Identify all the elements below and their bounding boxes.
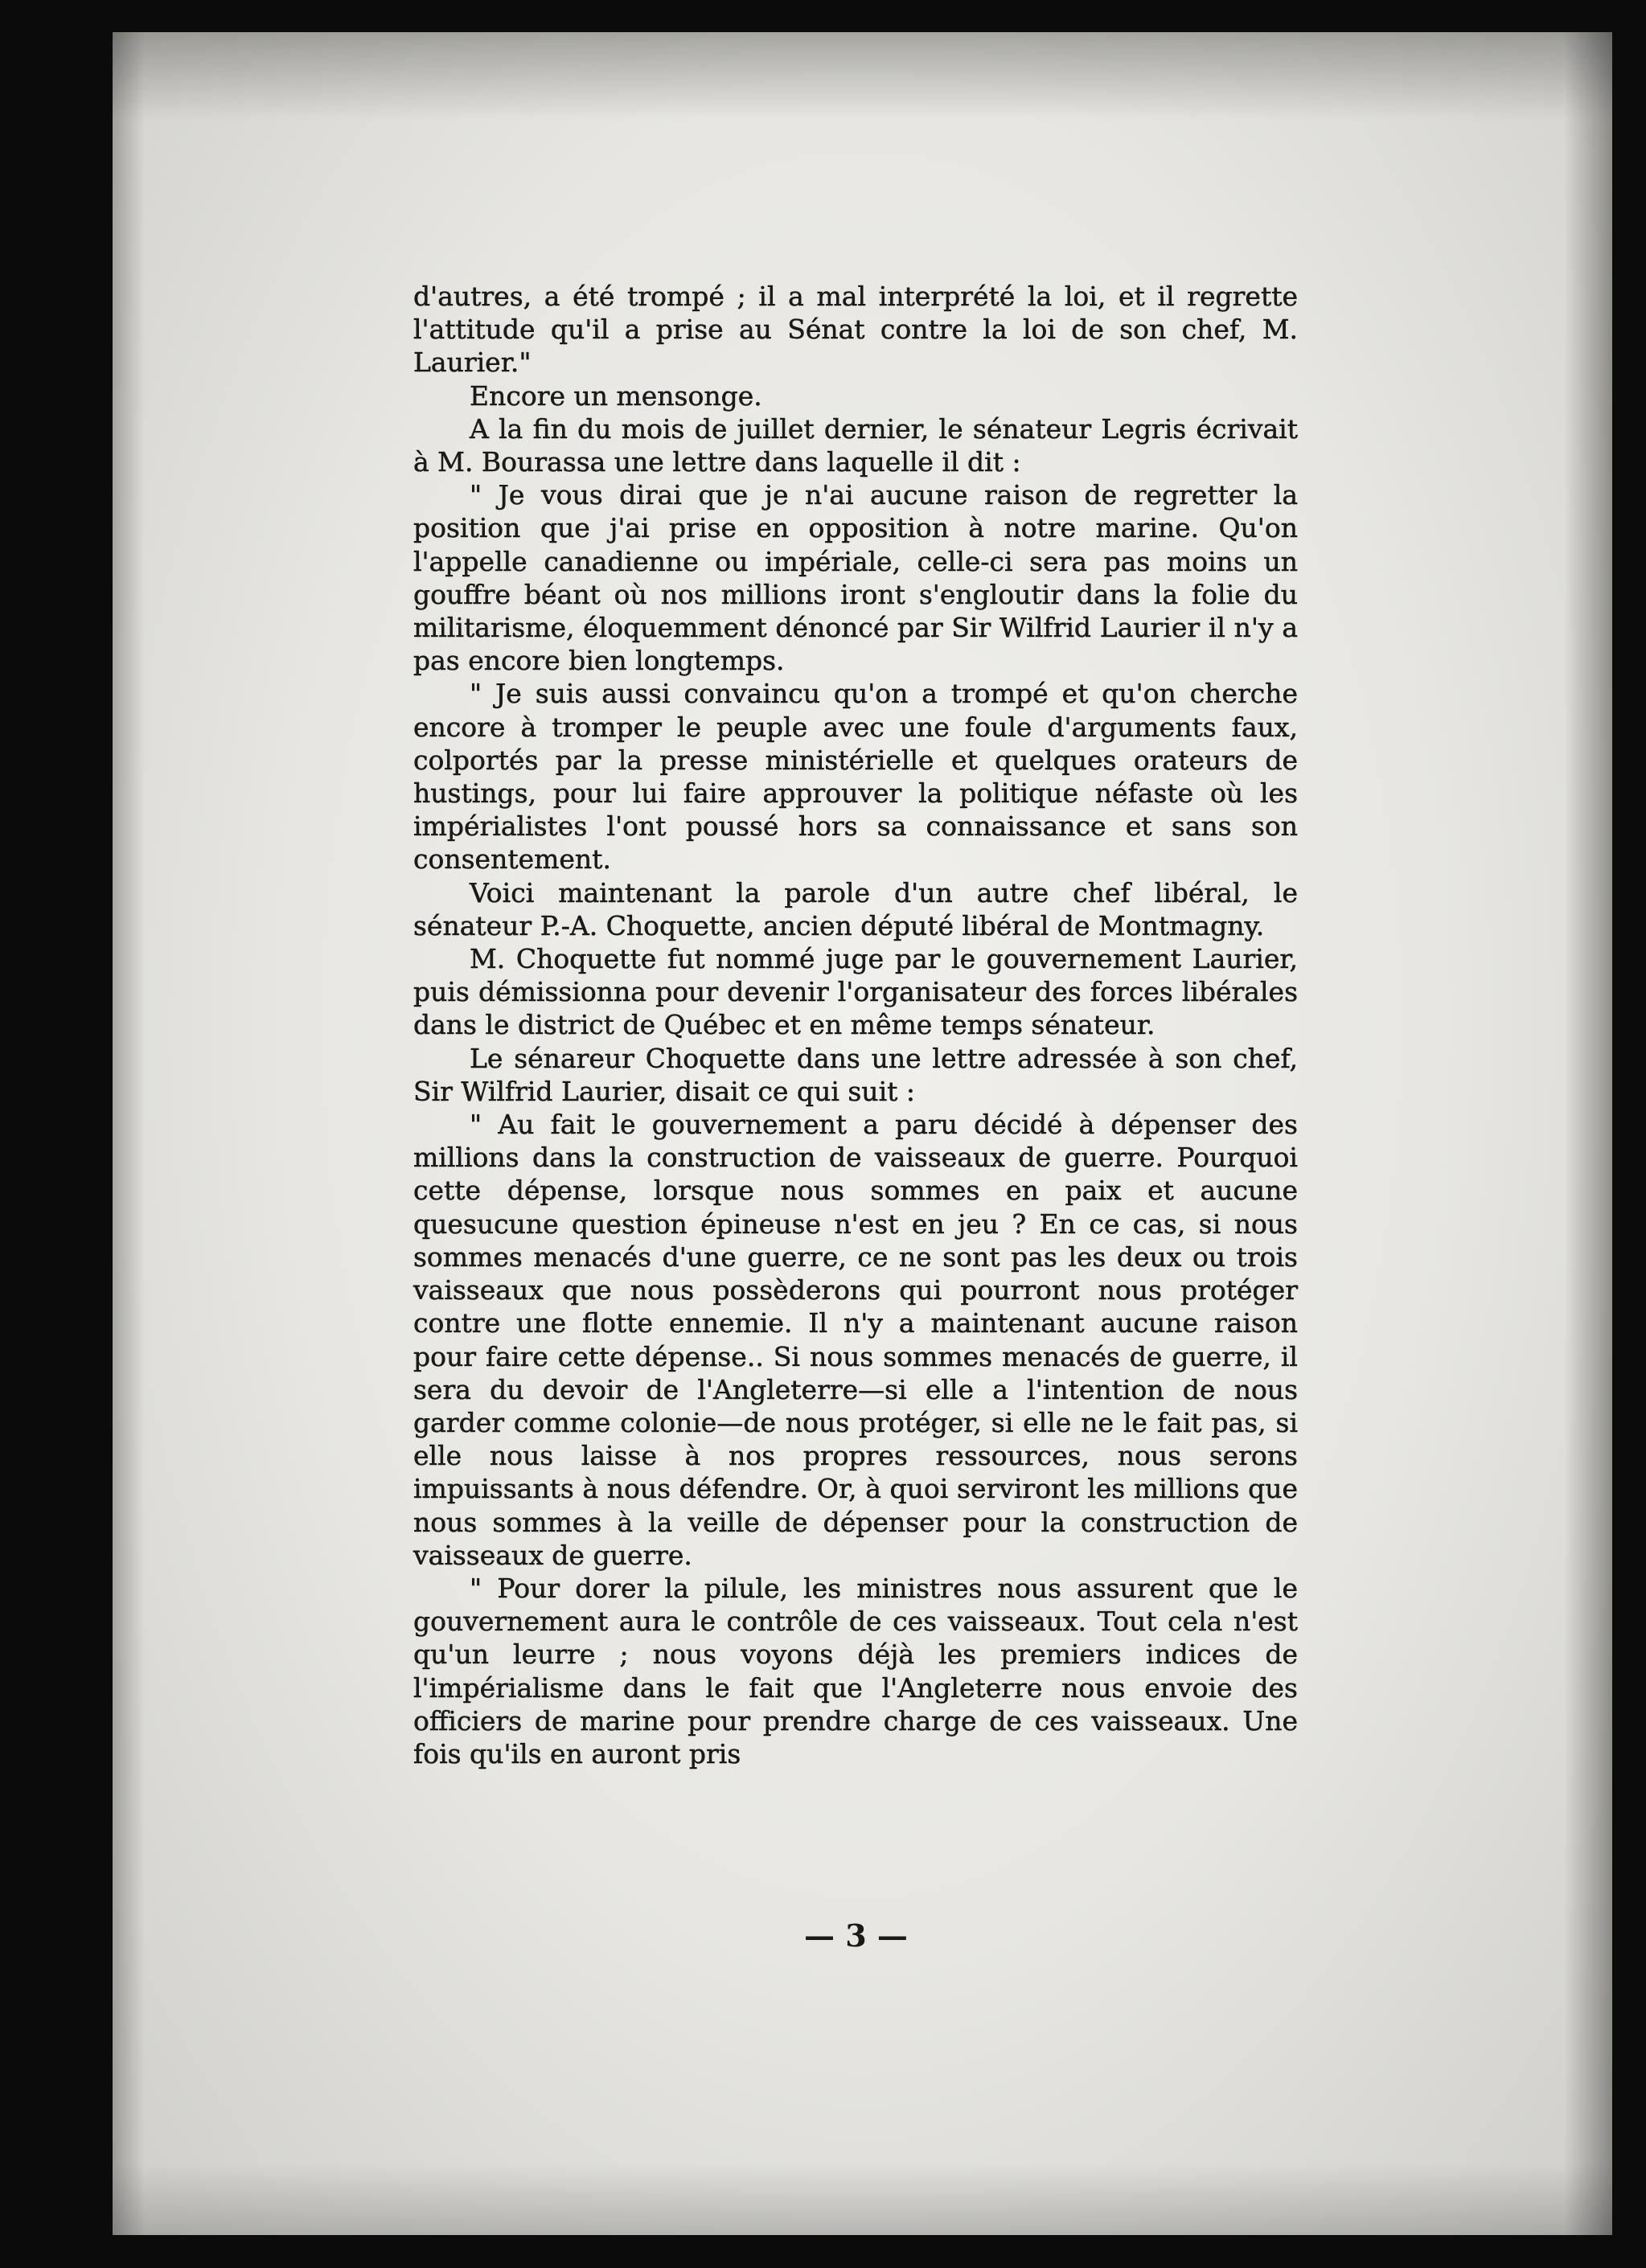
paragraph: Encore un mensonge.	[470, 379, 762, 412]
page-number: — 3 —	[804, 1917, 908, 1954]
paragraph: Voici maintenant la parole d'un autre chef libéral, le sénateur P.-A. Choquette, ancien député libéral de Montmagny.	[413, 876, 1298, 941]
paragraph: M. Choquette fut nommé juge par le gouvernement Laurier, puis démissionna pour devenir l'organisateur des forces libérales dans le district de Québec et en même temps sénateur.	[413, 943, 1298, 1041]
page-shadow-left	[113, 32, 145, 2235]
quote-paragraph: " Je vous dirai que je n'ai aucune raison de regretter la position que j'ai prise en opposition à notre marine. Qu'on l'appelle canadienne ou impériale, celle-ci sera pas moins un gouffre béant où nos millions iront s'engloutir dans la folie du militarisme, éloquemment dénoncé par Sir Wilfrid Laurier il n'y a pas encore bien longtemps.	[413, 479, 1298, 677]
page-shadow-top	[113, 32, 1612, 121]
quote-paragraph: " Je suis aussi convaincu qu'on a trompé et qu'on cherche encore à tromper le peuple avec une foule d'arguments faux, colportés par la presse ministérielle et quelques orateurs de hustings, pour lui faire approuver la politique néfaste où les impérialistes l'ont poussé hors sa connaissance et sans son consentement.	[413, 678, 1298, 876]
quote-paragraph: " Pour dorer la pilule, les ministres nous assurent que le gouvernement aura le contrôle de ces vaisseaux. Tout cela n'est qu'un leurre ; nous voyons déjà les premiers indices de l'impérialisme dans le fait que l'Angleterre nous envoie des officiers de marine pour prendre charge de ces vaisseaux. Une fois qu'ils en auront pris	[413, 1572, 1298, 1770]
quote-paragraph: " Au fait le gouvernement a paru décidé à dépenser des millions dans la construction de vaisseaux de guerre. Pourquoi cette dépense, lorsque nous sommes en paix et aucune quesucune question épineuse n'est en jeu ? En ce cas, si nous sommes menacés d'une guerre, ce ne sont pas les deux ou trois vaisseaux que nous possèderons qui pourront nous protéger contre une flotte ennemie. Il n'y a maintenant aucune raison pour faire cette dépense.. Si nous sommes menacés de guerre, il sera du devoir de l'Angleterre—si elle a l'intention de nous garder comme colonie—de nous protéger, si elle ne le fait pas, si elle nous laisse à nos propres ressources, nous serons impuissants à nous défendre. Or, à quoi serviront les millions que nous sommes à la veille de dépenser pour la construction de vaisseaux de guerre.	[413, 1109, 1298, 1571]
page-shadow-bottom	[113, 2163, 1612, 2235]
scanned-page	[113, 32, 1612, 2235]
body-text	[413, 280, 1298, 1770]
paragraph: Le sénareur Choquette dans une lettre adressée à son chef, Sir Wilfrid Laurier, disait ce qui suit :	[413, 1042, 1298, 1107]
paragraph: d'autres, a été trompé ; il a mal interprété la loi, et il regrette l'attitude qu'il a prise au Sénat contre la loi de son chef, M. Laurier."	[413, 281, 1298, 379]
paragraph: A la fin du mois de juillet dernier, le sénateur Legris écrivait à M. Bourassa une lettre dans laquelle il dit :	[413, 412, 1298, 478]
page-shadow-right	[1564, 32, 1612, 2235]
